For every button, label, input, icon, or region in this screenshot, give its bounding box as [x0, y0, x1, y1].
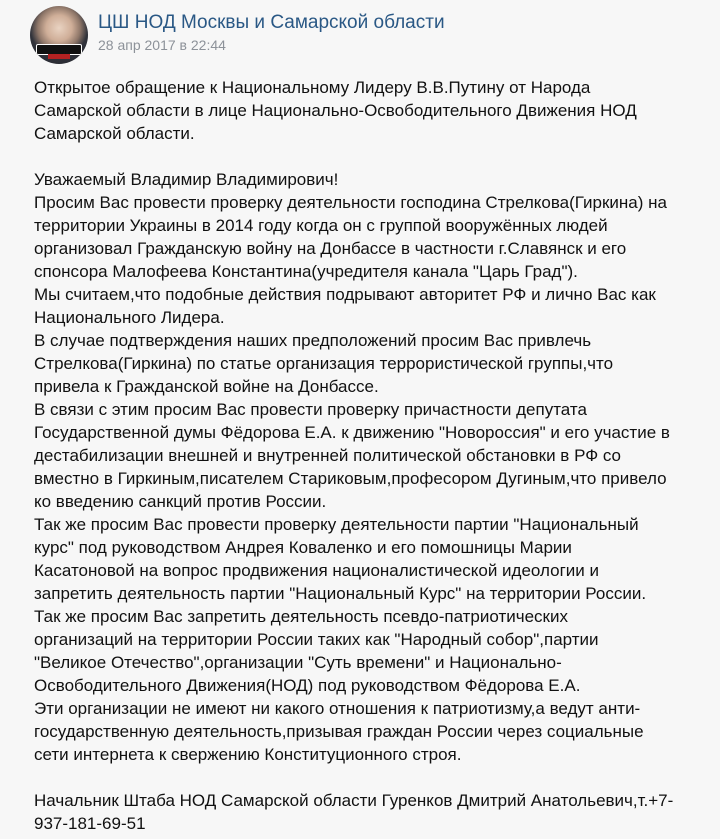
post-text-line: государственную деятельность,призывая граждан России через социальные [34, 722, 644, 741]
post-text-line: Открытое обращение к Национальному Лидеру В.В.Путину от Народа [34, 78, 591, 97]
post-header [30, 6, 445, 64]
post-text-line: организовал Гражданскую войну на Донбассе в частности г.Славянск и его [34, 239, 627, 258]
post-text-line: организаций на территории России таких как "Народный собор",партии [34, 630, 599, 649]
post-text-line: сети интернета к свержению Конституционного строя. [34, 745, 462, 764]
post-text-line: территории Украины в 2014 году когда он с группой вооружённых людей [34, 216, 608, 235]
post-text-line: Стрелкова(Гиркина) по статье организация террористической группы,что [34, 354, 614, 373]
post-text-line: Уважаемый Владимир Владимирович! [34, 170, 339, 189]
post-text-line: Так же просим Вас провести проверку деятельности партии "Национальный [34, 515, 639, 534]
post-text-line: Эти организации не имеют ни какого отношения к патриотизму,а ведут анти- [34, 699, 641, 718]
post-text-line: "Великое Отечество",организации "Суть времени" и Национально- [34, 653, 562, 672]
post-text-line: Так же просим Вас запретить деятельность псевдо-патриотических [34, 607, 568, 626]
post-text-line: В случае подтверждения наших предположений просим Вас привлечь [34, 331, 592, 350]
post-text-line: Начальник Штаба НОД Самарской области Гуренков Дмитрий Анатольевич,т.+7- [34, 791, 674, 810]
post-text-line: спонсора Малофеева Константина(учредителя канала "Царь Град"). [34, 262, 578, 281]
post-text-line: Самарской области в лице Национально-Освободительного Движения НОД [34, 101, 637, 120]
post-text-line: 937-181-69-51 [34, 814, 146, 833]
post-text-line: курс" под руководством Андрея Коваленко и его помошницы Марии [34, 538, 572, 557]
paragraph-gap [34, 145, 708, 168]
post-text-line: ко введению санкций против России. [34, 492, 327, 511]
post-text-line: Государственной думы Фёдорова Е.А. к движению "Новороссия" и его участие в [34, 423, 670, 442]
post-text [34, 76, 708, 835]
avatar[interactable] [30, 6, 88, 64]
post-text-line: вместно в Гиркиным,писателем Стариковым,професором Дугиным,что привело [34, 469, 667, 488]
post-text-line: В связи с этим просим Вас провести проверку причастности депутата [34, 400, 587, 419]
author-name-link[interactable]: ЦШ НОД Москвы и Самарской области [98, 12, 445, 33]
post-text-line: Освободительного Движения(НОД) под руководством Фёдорова Е.А. [34, 676, 581, 695]
post-timestamp[interactable]: 28 апр 2017 в 22:44 [98, 37, 226, 53]
post-meta [98, 12, 445, 54]
paragraph-gap [34, 766, 708, 789]
post-text-line: запретить деятельность партии "Национальный Курс" на территории России. [34, 584, 647, 603]
post-text-line: Касатоновой на вопрос продвижения националистической идеологии и [34, 561, 599, 580]
post-text-line: Просим Вас провести проверку деятельности господина Стрелкова(Гиркина) на [34, 193, 667, 212]
post-text-line: дестабилизации внешней и внутренней политической обстановки в РФ со [34, 446, 622, 465]
post-text-line: Самарской области. [34, 124, 195, 143]
post-text-line: Мы считаем,что подобные действия подрывают авторитет РФ и лично Вас как [34, 285, 656, 304]
post-text-line: Национального Лидера. [34, 308, 225, 327]
avatar-banner-stripe [48, 54, 70, 59]
post-text-line: привела к Гражданской войне на Донбассе. [34, 377, 379, 396]
